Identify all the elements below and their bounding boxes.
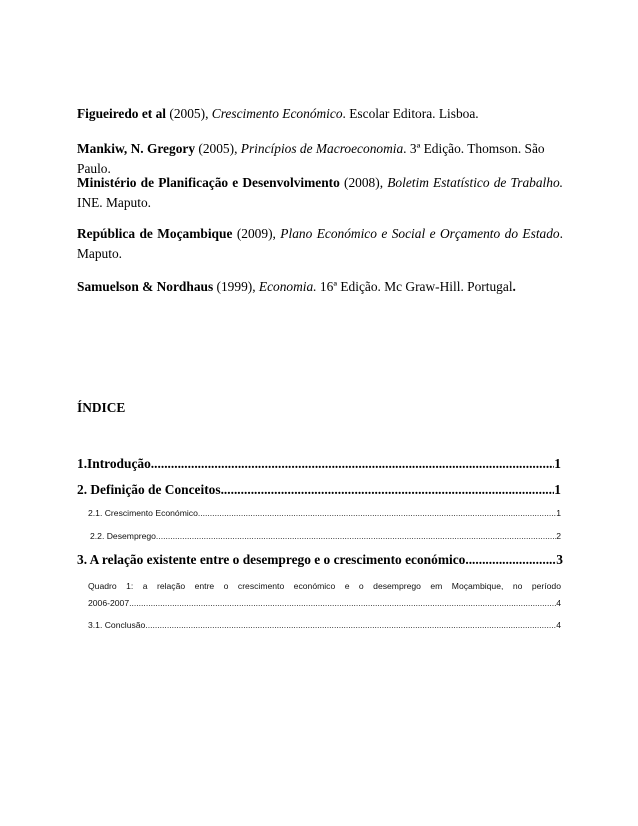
toc-entry[interactable] (88, 620, 561, 630)
toc-page-number: 2 (556, 531, 561, 541)
toc-leader-dots (465, 552, 556, 568)
reference-publisher: INE. Maputo. (77, 195, 152, 210)
toc-entry[interactable] (88, 578, 561, 612)
toc-entry[interactable] (88, 508, 561, 518)
toc-leader-dots (145, 620, 556, 630)
reference-entry (77, 173, 563, 213)
reference-author: Samuelson & Nordhaus (77, 279, 214, 294)
reference-year: (2005), (166, 106, 212, 121)
reference-publisher: 16ª Edição. Mc Graw-Hill. Portugal (316, 279, 513, 294)
toc-entry[interactable] (77, 456, 561, 472)
reference-title: Plano Económico e Social e Orçamento do Estado (280, 226, 560, 241)
toc-leader-dots (156, 531, 556, 541)
toc-entry-label: 3. A relação existente entre o desemprego e o crescimento económico (77, 552, 466, 567)
toc-leader-dots (221, 482, 555, 498)
toc-entry[interactable] (90, 531, 561, 541)
toc-page-number: 1 (556, 508, 561, 518)
reference-author: República de Moçambique (77, 226, 233, 241)
reference-year: (2008), (339, 175, 388, 190)
reference-year: (2005), (195, 141, 241, 156)
reference-publisher: . Maputo. (77, 226, 563, 261)
reference-entry (77, 224, 563, 264)
toc-entry-label-line2: 2006-2007 (88, 598, 130, 608)
toc-entry-label: 3.1. Conclusão (88, 620, 146, 630)
toc-leader-dots (151, 456, 555, 472)
reference-publisher: . Escolar Editora. Lisboa. (342, 106, 479, 121)
toc-entry-label-line1: Quadro 1: a relação entre o crescimento económico e o desemprego em Moçambique, no período (88, 581, 561, 591)
index-title: ÍNDICE (77, 400, 126, 415)
toc-entry-label: 2. Definição de Conceitos (77, 482, 221, 497)
toc-page-number: 4 (556, 620, 561, 630)
reference-author: Mankiw, N. Gregory (77, 141, 196, 156)
reference-author: Ministério de Planificação e Desenvolvimento (77, 175, 340, 190)
toc-entry[interactable] (77, 552, 563, 568)
reference-title: Boletim Estatístico de Trabalho. (387, 175, 563, 190)
toc-leader-dots (198, 508, 556, 518)
reference-title: Economia. (258, 279, 317, 294)
reference-year: (2009), (232, 226, 281, 241)
reference-year: (1999), (213, 279, 259, 294)
reference-entry (77, 104, 563, 124)
toc-entry-label: 2.2. Desemprego (90, 531, 156, 541)
toc-leader-dots (129, 595, 556, 612)
toc-page-number: 1 (554, 456, 561, 471)
reference-publisher: . 3ª Edição. Thomson. São Paulo. (77, 141, 545, 176)
reference-title: Princípios de Macroeconomia (240, 141, 404, 156)
reference-title: Crescimento Económico (211, 106, 343, 121)
toc-page-number: 4 (556, 598, 561, 608)
reference-author: Figueiredo et al (77, 106, 167, 121)
toc-entry-label: 1.Introdução (77, 456, 151, 471)
toc-entry[interactable] (77, 482, 561, 498)
toc-entry-line2 (88, 595, 561, 612)
reference-entry (77, 277, 563, 297)
toc-page-number: 1 (554, 482, 561, 497)
reference-end-dot: . (512, 279, 516, 294)
toc-page-number: 3 (556, 552, 563, 567)
toc-entry-label: 2.1. Crescimento Económico (88, 508, 198, 518)
